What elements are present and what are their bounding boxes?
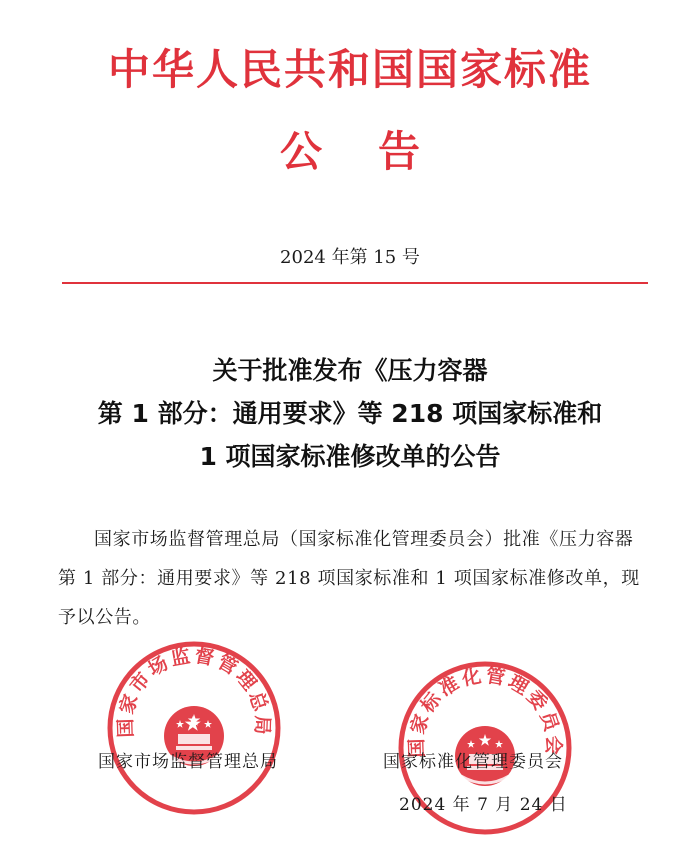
signature-org-left: 国家市场监督管理总局 xyxy=(98,752,278,772)
document-org-title: 中华人民共和国国家标准 xyxy=(107,45,592,94)
notice-heading-line-1: 关于批准发布《压力容器 xyxy=(212,356,488,385)
seal-left-text: 国家市场监督管理总局 xyxy=(114,644,274,738)
notice-heading-line-3: 1 项国家标准修改单的公告 xyxy=(199,442,501,471)
red-divider-line xyxy=(62,282,648,284)
seal-right-text: 国家标准化管理委员会 xyxy=(405,664,565,758)
document-type-title: 公告 xyxy=(279,127,476,176)
signature-org-right: 国家标准化管理委员会 xyxy=(383,752,563,772)
document-number: 2024 年第 15 号 xyxy=(280,247,420,268)
official-seal-left xyxy=(106,640,282,816)
notice-heading-line-2: 第 1 部分：通用要求》等 218 项国家标准和 xyxy=(97,399,603,428)
notice-body-paragraph: 国家市场监督管理总局（国家标准化管理委员会）批准《压力容器 第 1 部分：通用要求》等 218 项国家标准和 1 项国家标准修改单，现予以公告。 xyxy=(58,529,640,628)
signature-date: 2024 年 7 月 24 日 xyxy=(399,795,568,815)
